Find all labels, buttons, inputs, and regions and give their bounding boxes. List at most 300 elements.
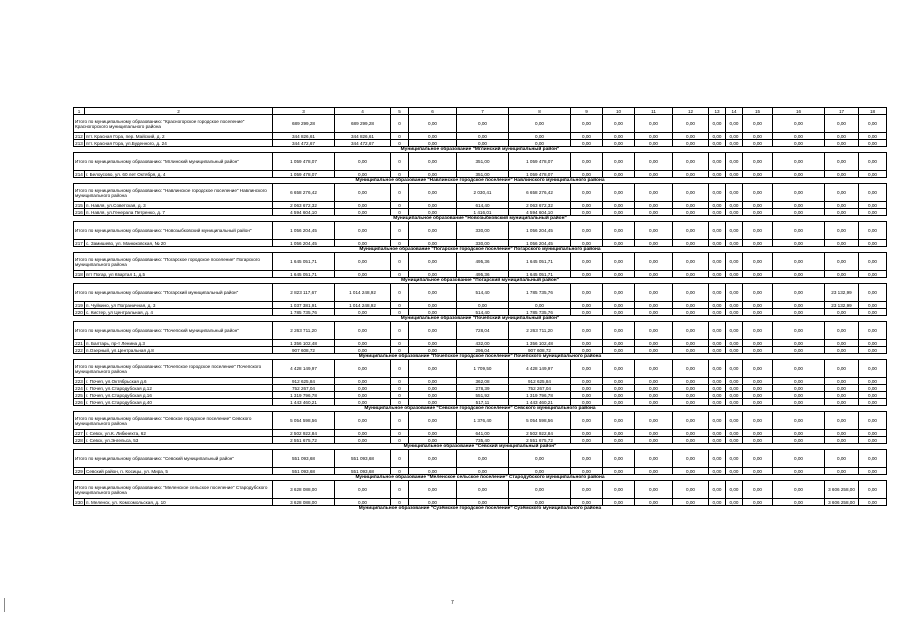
value-cell: 0,00	[859, 140, 887, 147]
value-cell: 0,00	[571, 202, 603, 209]
value-cell: 1 443 460,21	[273, 399, 335, 406]
value-cell: 0,00	[773, 437, 825, 444]
value-cell: 0,00	[825, 399, 859, 406]
value-cell: 551 093,68	[273, 468, 335, 475]
subtotal-value: 0,00	[825, 184, 859, 202]
column-number-row	[74, 108, 887, 115]
value-cell: 0,00	[673, 399, 709, 406]
subtotal-value: 0,00	[743, 412, 773, 430]
subtotal-value: 0,00	[409, 450, 457, 468]
value-cell: 0,00	[335, 392, 391, 399]
value-cell: 0,00	[726, 437, 743, 444]
value-cell: 0,00	[859, 302, 887, 309]
value-cell: 2 551 675,72	[509, 437, 571, 444]
value-cell: 0,00	[709, 240, 726, 247]
value-cell: 0,00	[673, 171, 709, 178]
value-cell: 0,00	[571, 499, 603, 506]
address-cell: г. Белоусово, ул. 60 лет Октября, д. 4	[85, 171, 273, 178]
subtotal-value: 1 056 204,45	[273, 222, 335, 240]
value-cell: 0,00	[603, 378, 635, 385]
value-cell: 0,00	[825, 468, 859, 475]
subtotal-value: 0,00	[726, 450, 743, 468]
value-cell: 0,00	[571, 140, 603, 147]
subtotal-value: 0,00	[773, 153, 825, 171]
subtotal-value: 0,00	[709, 412, 726, 430]
value-cell: 0,00	[673, 385, 709, 392]
subtotal-value: 0	[391, 222, 409, 240]
value-cell: 0	[391, 385, 409, 392]
subtotal-value: 0,00	[335, 481, 391, 499]
value-cell: 0,00	[603, 468, 635, 475]
section-heading: Муниципальное образование "Севский муниципальный район"	[403, 444, 557, 449]
value-cell: 0,00	[709, 399, 726, 406]
subtotal-value: 4 428 149,97	[509, 360, 571, 378]
subtotal-value: 4 428 149,97	[273, 360, 335, 378]
subtotal-value: 0,00	[743, 450, 773, 468]
subtotal-value: 2 263 711,20	[273, 322, 335, 340]
column-number: 1	[74, 108, 85, 115]
subtotal-label: Итого по муниципальному образованию: "Почепский муниципальный район"	[74, 322, 273, 340]
value-cell: 0,00	[673, 309, 709, 316]
value-cell: 0,00	[571, 271, 603, 278]
subtotal-value: 0,00	[709, 450, 726, 468]
value-cell: 0,00	[859, 399, 887, 406]
value-cell: 0,00	[603, 202, 635, 209]
value-cell: 0	[391, 347, 409, 354]
table-row	[74, 347, 887, 354]
value-cell: 0,00	[635, 437, 673, 444]
subtotal-value: 0,00	[635, 115, 673, 133]
row-number-cell: 230	[75, 499, 83, 505]
value-cell: 0,00	[825, 392, 859, 399]
value-cell: 0,00	[335, 385, 391, 392]
subtotal-value: 514,40	[457, 284, 509, 302]
value-cell: 0,00	[603, 392, 635, 399]
value-cell: 0,00	[571, 385, 603, 392]
subtotal-value: 0,00	[673, 284, 709, 302]
table-row	[74, 378, 887, 385]
value-cell: 0,00	[773, 347, 825, 354]
register-table	[73, 107, 887, 511]
value-cell: 1 443 460,21	[509, 399, 571, 406]
section-heading-row	[74, 506, 887, 512]
value-cell: 0,00	[709, 209, 726, 216]
value-cell: 0,00	[673, 378, 709, 385]
value-cell: 0,00	[743, 468, 773, 475]
value-cell: 0,00	[726, 340, 743, 347]
value-cell: 752 267,04	[509, 385, 571, 392]
subtotal-value: 0,00	[773, 360, 825, 378]
value-cell: 0,00	[825, 430, 859, 437]
subtotal-value: 0,00	[635, 481, 673, 499]
subtotal-value: 0,00	[743, 284, 773, 302]
value-cell: 0	[391, 202, 409, 209]
value-cell: 0,00	[409, 171, 457, 178]
column-number: 6	[409, 108, 457, 115]
subtotal-value: 0	[391, 284, 409, 302]
subtotal-value: 0,00	[825, 222, 859, 240]
value-cell: 0,00	[409, 271, 457, 278]
subtotal-value: 0,00	[409, 284, 457, 302]
value-cell: 0,00	[603, 399, 635, 406]
value-cell: 0,00	[859, 385, 887, 392]
value-cell: 551,92	[457, 392, 509, 399]
value-cell: 0,00	[709, 140, 726, 147]
value-cell: 0,00	[635, 302, 673, 309]
value-cell: 344 472,67	[335, 140, 391, 147]
value-cell: 0,00	[773, 140, 825, 147]
value-cell: 0,00	[773, 385, 825, 392]
value-cell: 0,00	[709, 340, 726, 347]
subtotal-row	[74, 360, 887, 378]
value-cell: 0,00	[825, 140, 859, 147]
value-cell: 0,00	[571, 309, 603, 316]
subtotal-value: 0,00	[409, 360, 457, 378]
section-heading: Муниципальное образование "Сузёмское городское поселение" Сузёмского муниципального района	[358, 506, 602, 511]
value-cell: 0,00	[726, 309, 743, 316]
subtotal-label: Итого по муниципальному образованию: "Новозыбковский муниципальный район"	[74, 222, 273, 240]
subtotal-value: 0,00	[825, 360, 859, 378]
value-cell: 0,00	[673, 202, 709, 209]
value-cell: 0,00	[635, 140, 673, 147]
value-cell: 0,00	[673, 240, 709, 247]
subtotal-value: 0,00	[859, 322, 887, 340]
subtotal-value: 0,00	[603, 153, 635, 171]
value-cell: 0,00	[773, 340, 825, 347]
subtotal-value: 0,00	[859, 412, 887, 430]
subtotal-value: 0,00	[726, 115, 743, 133]
subtotal-value: 0	[391, 481, 409, 499]
subtotal-value: 1 645 051,71	[509, 253, 571, 271]
address-cell: Севский район, п. Косицы, ул. Мира, 5	[85, 468, 273, 475]
register-table-page	[73, 107, 886, 511]
value-cell: 0,00	[743, 309, 773, 316]
value-cell: 0	[391, 430, 409, 437]
address-cell: пгт. Красная Гора, ул.Буденного, д. 24	[85, 140, 273, 147]
subtotal-value: 0,00	[571, 284, 603, 302]
table-row	[74, 392, 887, 399]
subtotal-label: Итого по муниципальному образованию: "Навлинское городское поселение" Навлинского муниципального района	[74, 184, 273, 202]
value-cell: 0,00	[635, 392, 673, 399]
subtotal-value: 0,00	[743, 184, 773, 202]
subtotal-value: 1 709,50	[457, 360, 509, 378]
value-cell: 0,00	[571, 468, 603, 475]
value-cell: 0,00	[409, 468, 457, 475]
row-number-cell: 214	[75, 171, 83, 177]
subtotal-value: 2 823 117,67	[273, 284, 335, 302]
subtotal-value: 0,00	[859, 153, 887, 171]
value-cell: 0,00	[635, 385, 673, 392]
subtotal-value: 0,00	[709, 284, 726, 302]
value-cell: 0,00	[603, 437, 635, 444]
subtotal-value: 0,00	[673, 360, 709, 378]
address-cell: г. Почеп, ул.Стародубская д.16	[85, 392, 273, 399]
subtotal-value: 0,00	[409, 222, 457, 240]
subtotal-label: Итого по муниципальному образованию: "Погарский муниципальный район"	[74, 284, 273, 302]
subtotal-label: Итого по муниципальному образованию: "Погарское городское поселение" Погарского муниципального района	[74, 253, 273, 271]
value-cell: 0,00	[825, 240, 859, 247]
value-cell: 0,00	[409, 209, 457, 216]
subtotal-label: Итого по муниципальному образованию: "Севский муниципальный район"	[74, 450, 273, 468]
value-cell: 0,00	[825, 202, 859, 209]
value-cell: 1 356 102,48	[509, 340, 571, 347]
subtotal-value: 1 376,40	[457, 412, 509, 430]
subtotal-value: 0,00	[571, 184, 603, 202]
value-cell: 0,00	[709, 271, 726, 278]
subtotal-value: 0,00	[571, 253, 603, 271]
subtotal-value: 0,00	[825, 322, 859, 340]
subtotal-value: 0,00	[603, 481, 635, 499]
value-cell: 0,00	[571, 240, 603, 247]
address-cell: г. Почеп, ул.Стародубская д.12	[85, 385, 273, 392]
value-cell: 0	[391, 140, 409, 147]
subtotal-value: 0,00	[409, 322, 457, 340]
value-cell: 495,36	[457, 271, 509, 278]
subtotal-value: 23 132,99	[825, 284, 859, 302]
subtotal-value: 689 299,28	[335, 115, 391, 133]
subtotal-value: 0,00	[603, 360, 635, 378]
value-cell: 0,00	[603, 209, 635, 216]
value-cell: 0	[391, 271, 409, 278]
table-row	[74, 468, 887, 475]
value-cell: 0,00	[859, 133, 887, 140]
value-cell: 0	[391, 437, 409, 444]
value-cell: 0,00	[673, 140, 709, 147]
value-cell: 0,00	[709, 309, 726, 316]
subtotal-value: 0	[391, 184, 409, 202]
value-cell: 0,00	[635, 378, 673, 385]
value-cell: 0,00	[743, 171, 773, 178]
subtotal-value: 0,00	[709, 222, 726, 240]
value-cell: 0,00	[335, 499, 391, 506]
subtotal-value: 0,00	[635, 360, 673, 378]
column-number: 4	[335, 108, 391, 115]
value-cell: 0,00	[825, 133, 859, 140]
value-cell: 0,00	[603, 385, 635, 392]
value-cell: 0,00	[603, 430, 635, 437]
subtotal-value: 0,00	[773, 450, 825, 468]
value-cell: 0,00	[635, 430, 673, 437]
subtotal-value: 0,00	[673, 412, 709, 430]
value-cell: 0,00	[743, 430, 773, 437]
value-cell: 0,00	[709, 499, 726, 506]
subtotal-label: Итого по муниципальному образованию: "Красногорское городское поселение" Красногорского муниципального района	[74, 115, 273, 133]
row-number-cell: 213	[75, 140, 83, 146]
subtotal-value: 0,00	[635, 450, 673, 468]
value-cell: 0,00	[603, 347, 635, 354]
subtotal-value: 0,00	[409, 412, 457, 430]
value-cell: 0,00	[635, 340, 673, 347]
section-heading: Муниципальное образование "Севское городское поселение" Севского муниципального района	[364, 406, 596, 411]
value-cell: 0,00	[859, 202, 887, 209]
value-cell: 0,00	[773, 133, 825, 140]
value-cell: 0,00	[709, 392, 726, 399]
value-cell: 0,00	[859, 209, 887, 216]
value-cell: 0,00	[709, 378, 726, 385]
subtotal-row	[74, 450, 887, 468]
value-cell: 0,00	[571, 302, 603, 309]
value-cell: 0,00	[635, 171, 673, 178]
value-cell: 0,00	[825, 437, 859, 444]
subtotal-value: 0,00	[743, 481, 773, 499]
subtotal-label: Итого по муниципальному образованию: "Почепское городское поселение" Почепского муниципального района	[74, 360, 273, 378]
value-cell: 3 628 088,00	[273, 499, 335, 506]
column-number: 3	[273, 108, 335, 115]
value-cell: 0,00	[743, 437, 773, 444]
subtotal-value: 0,00	[673, 253, 709, 271]
subtotal-value: 0,00	[335, 184, 391, 202]
subtotal-value: 0,00	[673, 184, 709, 202]
value-cell: 1 645 051,71	[509, 271, 571, 278]
subtotal-row	[74, 184, 887, 202]
value-cell: 0,00	[457, 140, 509, 147]
subtotal-value: 0,00	[635, 322, 673, 340]
table-row	[74, 399, 887, 406]
table-row	[74, 171, 887, 178]
address-cell: п. Навля, ул.Советская, д. 3	[85, 202, 273, 209]
subtotal-value: 0,00	[635, 284, 673, 302]
subtotal-value: 0,00	[859, 450, 887, 468]
subtotal-value: 0,00	[859, 184, 887, 202]
value-cell: 0	[391, 392, 409, 399]
value-cell: 0,00	[743, 499, 773, 506]
value-cell: 735,40	[457, 437, 509, 444]
value-cell: 0	[391, 468, 409, 475]
column-number: 17	[825, 108, 859, 115]
subtotal-value: 0,00	[743, 322, 773, 340]
subtotal-value: 0,00	[635, 222, 673, 240]
value-cell: 1 056 204,45	[273, 240, 335, 247]
value-cell: 0,00	[673, 209, 709, 216]
value-cell: 362,08	[457, 378, 509, 385]
subtotal-value: 0,00	[726, 360, 743, 378]
subtotal-value: 1 059 478,07	[273, 153, 335, 171]
value-cell: 0,00	[335, 309, 391, 316]
value-cell: 0,00	[571, 133, 603, 140]
address-cell: п. Навля, ул.Генерала Петренко, д. 7	[85, 209, 273, 216]
value-cell: 0,00	[726, 140, 743, 147]
value-cell: 752 267,04	[273, 385, 335, 392]
subtotal-value: 0,00	[603, 253, 635, 271]
value-cell: 0,00	[726, 399, 743, 406]
subtotal-value: 0,00	[859, 115, 887, 133]
value-cell: 0,00	[743, 378, 773, 385]
value-cell: 0,00	[726, 347, 743, 354]
value-cell: 0	[391, 209, 409, 216]
value-cell: 0,00	[571, 399, 603, 406]
value-cell: 0,00	[743, 209, 773, 216]
subtotal-value: 0,00	[571, 115, 603, 133]
row-number-cell: 224	[75, 385, 83, 391]
subtotal-value: 0,00	[825, 153, 859, 171]
value-cell: 0,00	[859, 171, 887, 178]
value-cell: 0,00	[509, 302, 571, 309]
subtotal-value: 0,00	[635, 253, 673, 271]
value-cell: 0,00	[859, 392, 887, 399]
column-number: 18	[859, 108, 887, 115]
value-cell: 0,00	[859, 468, 887, 475]
value-cell: 0,00	[603, 309, 635, 316]
address-cell: г. Севск, ул.Энгельса, 53	[85, 437, 273, 444]
table-row	[74, 209, 887, 216]
subtotal-value: 0,00	[825, 253, 859, 271]
value-cell: 1 056 204,45	[509, 240, 571, 247]
subtotal-value: 0,00	[726, 322, 743, 340]
column-number: 8	[509, 108, 571, 115]
value-cell: 0,00	[409, 378, 457, 385]
row-number-cell: 228	[75, 437, 83, 443]
table-row	[74, 271, 887, 278]
column-number: 12	[673, 108, 709, 115]
value-cell: 0,00	[709, 133, 726, 140]
value-cell: 0,00	[709, 437, 726, 444]
value-cell: 0,00	[571, 392, 603, 399]
subtotal-value: 0,00	[409, 481, 457, 499]
subtotal-value: 0,00	[603, 284, 635, 302]
section-heading: Муниципальное образование "Навлинское городское поселение" Навлинского муниципального района	[355, 178, 605, 183]
subtotal-value: 0,00	[603, 412, 635, 430]
table-row	[74, 430, 887, 437]
row-number-cell: 222	[75, 347, 83, 353]
table-row	[74, 385, 887, 392]
value-cell: 2 063 672,32	[273, 202, 335, 209]
value-cell: 0,00	[457, 302, 509, 309]
subtotal-value: 0,00	[825, 450, 859, 468]
value-cell: 0,00	[726, 468, 743, 475]
column-number: 5	[391, 108, 409, 115]
value-cell: 0,00	[409, 430, 457, 437]
subtotal-value: 728,04	[457, 322, 509, 340]
subtotal-value: 0,00	[709, 360, 726, 378]
subtotal-value: 0,00	[726, 481, 743, 499]
row-number-cell: 215	[75, 202, 83, 208]
value-cell: 0,00	[673, 430, 709, 437]
value-cell: 0,00	[603, 271, 635, 278]
value-cell: 0,00	[859, 271, 887, 278]
value-cell: 23 132,99	[825, 302, 859, 309]
subtotal-row	[74, 481, 887, 499]
subtotal-value: 0,00	[673, 115, 709, 133]
value-cell: 0,00	[409, 140, 457, 147]
value-cell: 0,00	[726, 392, 743, 399]
page-number: 7	[451, 600, 454, 606]
subtotal-value: 0,00	[709, 253, 726, 271]
value-cell: 1 785 735,76	[509, 309, 571, 316]
value-cell: 0,00	[603, 171, 635, 178]
value-cell: 2 551 675,72	[273, 437, 335, 444]
value-cell: 344 826,61	[273, 133, 335, 140]
subtotal-value: 0,00	[509, 450, 571, 468]
value-cell: 0,00	[635, 133, 673, 140]
address-cell: с. Замишево, ул. Манюковская, № 20	[85, 240, 273, 247]
value-cell: 351,00	[457, 171, 509, 178]
value-cell: 0,00	[409, 202, 457, 209]
row-number-cell: 223	[75, 378, 83, 384]
subtotal-value: 0,00	[726, 153, 743, 171]
value-cell: 1 014 248,92	[335, 302, 391, 309]
value-cell: 0,00	[859, 240, 887, 247]
subtotal-value: 0,00	[603, 322, 635, 340]
subtotal-value: 0,00	[773, 481, 825, 499]
subtotal-value: 0,00	[859, 481, 887, 499]
value-cell: 0,00	[635, 468, 673, 475]
subtotal-value: 0,00	[571, 222, 603, 240]
subtotal-value: 0,00	[773, 412, 825, 430]
value-cell: 0,00	[571, 347, 603, 354]
value-cell: 0,00	[409, 437, 457, 444]
value-cell: 0,00	[409, 302, 457, 309]
value-cell: 0,00	[409, 309, 457, 316]
